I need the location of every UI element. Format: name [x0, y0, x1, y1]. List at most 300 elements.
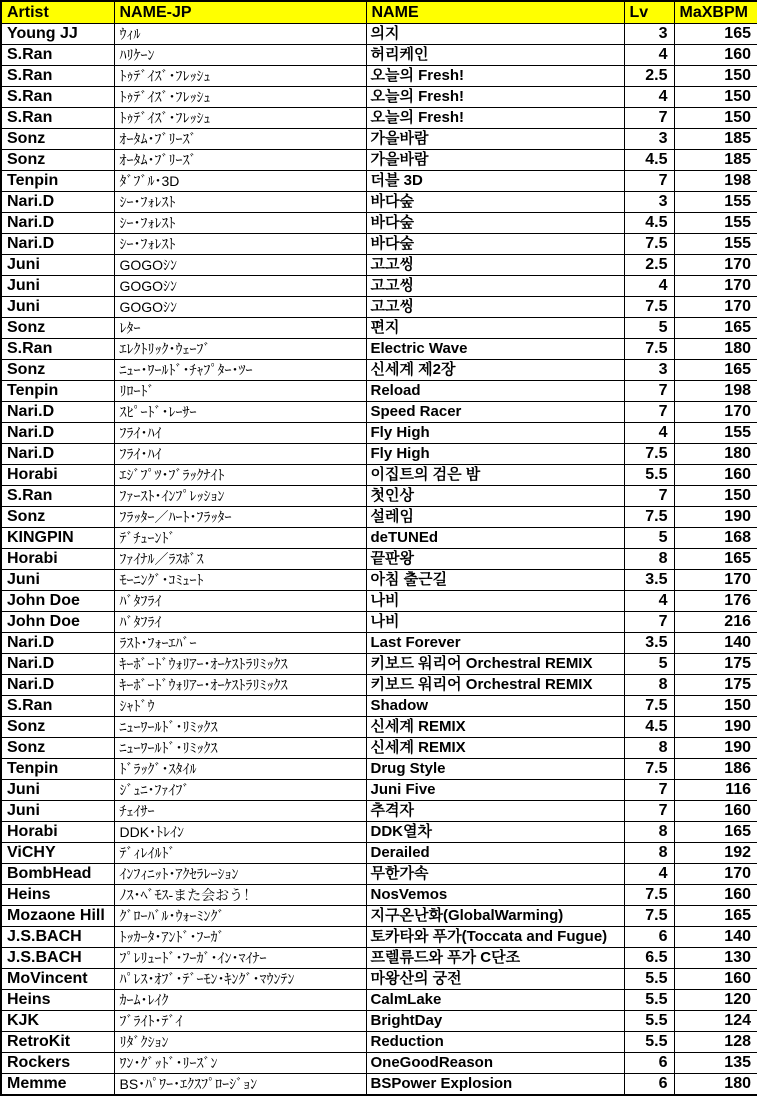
artist-cell: Heins [1, 885, 114, 906]
table-row [1, 1074, 757, 1096]
bpm-cell: 165 [674, 24, 757, 45]
bpm-cell: 216 [674, 612, 757, 633]
table-row [1, 423, 757, 444]
name-cell: Derailed [366, 843, 624, 864]
lv-cell: 4 [624, 423, 674, 444]
column-header-name: NAME [366, 1, 624, 24]
lv-cell: 5.5 [624, 990, 674, 1011]
name-cell: 나비 [366, 591, 624, 612]
artist-cell: Juni [1, 780, 114, 801]
name-cell: 바다숲 [366, 213, 624, 234]
bpm-cell: 140 [674, 633, 757, 654]
name-cell: 오늘의 Fresh! [366, 87, 624, 108]
bpm-cell: 150 [674, 66, 757, 87]
artist-cell: S.Ran [1, 108, 114, 129]
table-row [1, 465, 757, 486]
table-row [1, 66, 757, 87]
bpm-cell: 168 [674, 528, 757, 549]
table-row [1, 675, 757, 696]
bpm-cell: 180 [674, 339, 757, 360]
name-cell: Electric Wave [366, 339, 624, 360]
name-cell: Reload [366, 381, 624, 402]
name-cell: 키보드 워리어 Orchestral REMIX [366, 654, 624, 675]
name-cell: DDK열차 [366, 822, 624, 843]
name-jp-cell: ｼｰ･ﾌｫﾚｽﾄ [114, 234, 366, 255]
artist-cell: Nari.D [1, 675, 114, 696]
bpm-cell: 155 [674, 213, 757, 234]
name-cell: 고고씽 [366, 297, 624, 318]
name-jp-cell: ﾄｩﾃﾞｲｽﾞ･ﾌﾚｯｼｭ [114, 108, 366, 129]
artist-cell: Sonz [1, 318, 114, 339]
lv-cell: 2.5 [624, 66, 674, 87]
name-cell: Fly High [366, 444, 624, 465]
name-jp-cell: ﾆｭｰﾜｰﾙﾄﾞ･ﾘﾐｯｸｽ [114, 717, 366, 738]
name-cell: 가을바람 [366, 129, 624, 150]
lv-cell: 4 [624, 45, 674, 66]
artist-cell: KJK [1, 1011, 114, 1032]
name-jp-cell: ﾘﾛｰﾄﾞ [114, 381, 366, 402]
lv-cell: 3 [624, 360, 674, 381]
table-row [1, 633, 757, 654]
table-row [1, 234, 757, 255]
name-jp-cell: ﾊﾟﾚｽ･ｵﾌﾞ･ﾃﾞｰﾓﾝ･ｷﾝｸﾞ･ﾏｳﾝﾃﾝ [114, 969, 366, 990]
artist-cell: Sonz [1, 738, 114, 759]
name-jp-cell: ｶｰﾑ･ﾚｲｸ [114, 990, 366, 1011]
name-jp-cell: ﾊﾞﾀﾌﾗｲ [114, 591, 366, 612]
name-jp-cell: ﾌﾗｲ･ﾊｲ [114, 444, 366, 465]
lv-cell: 7.5 [624, 696, 674, 717]
table-row [1, 297, 757, 318]
table-row [1, 360, 757, 381]
lv-cell: 7 [624, 612, 674, 633]
artist-cell: Horabi [1, 549, 114, 570]
name-cell: 나비 [366, 612, 624, 633]
name-cell: 바다숲 [366, 234, 624, 255]
artist-cell: S.Ran [1, 339, 114, 360]
name-jp-cell: BS･ﾊﾟﾜｰ･ｴｸｽﾌﾟﾛｰｼﾞｮﾝ [114, 1074, 366, 1096]
name-jp-cell: ｷｰﾎﾞｰﾄﾞｳｫﾘｱｰ･ｵｰｹｽﾄﾗﾘﾐｯｸｽ [114, 654, 366, 675]
name-cell: 허리케인 [366, 45, 624, 66]
table-row [1, 1011, 757, 1032]
bpm-cell: 155 [674, 192, 757, 213]
name-cell: 오늘의 Fresh! [366, 108, 624, 129]
bpm-cell: 128 [674, 1032, 757, 1053]
artist-cell: S.Ran [1, 45, 114, 66]
lv-cell: 7.5 [624, 906, 674, 927]
name-cell: 오늘의 Fresh! [366, 66, 624, 87]
table-body [1, 24, 757, 1096]
lv-cell: 7.5 [624, 444, 674, 465]
bpm-cell: 124 [674, 1011, 757, 1032]
lv-cell: 6.5 [624, 948, 674, 969]
artist-cell: Heins [1, 990, 114, 1011]
table-row [1, 843, 757, 864]
name-jp-cell: ﾆｭｰ･ﾜｰﾙﾄﾞ･ﾁｬﾌﾟﾀｰ･ﾂｰ [114, 360, 366, 381]
table-row [1, 801, 757, 822]
name-cell: 더블 3D [366, 171, 624, 192]
name-jp-cell: ｴﾚｸﾄﾘｯｸ･ｳｪｰﾌﾞ [114, 339, 366, 360]
lv-cell: 6 [624, 1053, 674, 1074]
lv-cell: 6 [624, 1074, 674, 1096]
name-cell: OneGoodReason [366, 1053, 624, 1074]
bpm-cell: 170 [674, 402, 757, 423]
bpm-cell: 160 [674, 969, 757, 990]
lv-cell: 7.5 [624, 885, 674, 906]
name-jp-cell: ｼｰ･ﾌｫﾚｽﾄ [114, 213, 366, 234]
table-row [1, 276, 757, 297]
name-cell: 설레임 [366, 507, 624, 528]
header-row [1, 1, 757, 24]
lv-cell: 8 [624, 843, 674, 864]
table-row [1, 87, 757, 108]
name-cell: NosVemos [366, 885, 624, 906]
name-cell: Drug Style [366, 759, 624, 780]
table-row [1, 864, 757, 885]
bpm-cell: 150 [674, 87, 757, 108]
name-cell: 프렐류드와 푸가 C단조 [366, 948, 624, 969]
table-row [1, 927, 757, 948]
name-jp-cell: ﾌﾗｯﾀｰ／ﾊｰﾄ･ﾌﾗｯﾀｰ [114, 507, 366, 528]
lv-cell: 3.5 [624, 633, 674, 654]
bpm-cell: 160 [674, 885, 757, 906]
artist-cell: Nari.D [1, 423, 114, 444]
lv-cell: 8 [624, 822, 674, 843]
artist-cell: Sonz [1, 360, 114, 381]
table-row [1, 948, 757, 969]
lv-cell: 7 [624, 402, 674, 423]
name-cell: Juni Five [366, 780, 624, 801]
name-jp-cell: ﾄﾞﾗｯｸﾞ･ｽﾀｲﾙ [114, 759, 366, 780]
artist-cell: Nari.D [1, 402, 114, 423]
artist-cell: Tenpin [1, 381, 114, 402]
name-jp-cell: ﾌﾗｲ･ﾊｲ [114, 423, 366, 444]
bpm-cell: 165 [674, 360, 757, 381]
name-cell: 추격자 [366, 801, 624, 822]
table-row [1, 696, 757, 717]
name-cell: 신세계 REMIX [366, 738, 624, 759]
name-jp-cell: ﾌｧｰｽﾄ･ｲﾝﾌﾟﾚｯｼｮﾝ [114, 486, 366, 507]
table-row [1, 444, 757, 465]
table-row [1, 990, 757, 1011]
lv-cell: 8 [624, 675, 674, 696]
bpm-cell: 190 [674, 738, 757, 759]
name-cell: 첫인상 [366, 486, 624, 507]
table-row [1, 45, 757, 66]
name-jp-cell: ﾗｽﾄ･ﾌｫｰｴﾊﾞｰ [114, 633, 366, 654]
name-jp-cell: ｵｰﾀﾑ･ﾌﾞﾘｰｽﾞ [114, 129, 366, 150]
table-row [1, 255, 757, 276]
bpm-cell: 175 [674, 675, 757, 696]
lv-cell: 4.5 [624, 213, 674, 234]
lv-cell: 7 [624, 381, 674, 402]
bpm-cell: 160 [674, 465, 757, 486]
bpm-cell: 165 [674, 822, 757, 843]
table-row [1, 507, 757, 528]
table-row [1, 129, 757, 150]
name-jp-cell: ｼﾞｭﾆ･ﾌｧｲﾌﾞ [114, 780, 366, 801]
bpm-cell: 185 [674, 129, 757, 150]
name-jp-cell: ｷｰﾎﾞｰﾄﾞｳｫﾘｱｰ･ｵｰｹｽﾄﾗﾘﾐｯｸｽ [114, 675, 366, 696]
lv-cell: 3 [624, 24, 674, 45]
name-jp-cell: ｼｬﾄﾞｳ [114, 696, 366, 717]
lv-cell: 4 [624, 87, 674, 108]
bpm-cell: 180 [674, 1074, 757, 1096]
artist-cell: Juni [1, 276, 114, 297]
name-jp-cell: ﾆｭｰﾜｰﾙﾄﾞ･ﾘﾐｯｸｽ [114, 738, 366, 759]
name-jp-cell: ﾃﾞﾁｭｰﾝﾄﾞ [114, 528, 366, 549]
lv-cell: 7.5 [624, 234, 674, 255]
name-cell: 이집트의 검은 밤 [366, 465, 624, 486]
artist-cell: S.Ran [1, 696, 114, 717]
bpm-cell: 160 [674, 801, 757, 822]
bpm-cell: 198 [674, 381, 757, 402]
name-cell: BrightDay [366, 1011, 624, 1032]
column-header-lv: Lv [624, 1, 674, 24]
artist-cell: Horabi [1, 465, 114, 486]
name-jp-cell: ﾁｪｲｻｰ [114, 801, 366, 822]
table-row [1, 108, 757, 129]
lv-cell: 4 [624, 276, 674, 297]
artist-cell: Sonz [1, 717, 114, 738]
name-jp-cell: ｴｼﾞﾌﾟﾂ･ﾌﾞﾗｯｸﾅｲﾄ [114, 465, 366, 486]
bpm-cell: 175 [674, 654, 757, 675]
name-cell: 토카타와 푸가(Toccata and Fugue) [366, 927, 624, 948]
name-jp-cell: ｳｨﾙ [114, 24, 366, 45]
name-jp-cell: ﾊﾞﾀﾌﾗｲ [114, 612, 366, 633]
lv-cell: 4 [624, 591, 674, 612]
artist-cell: Nari.D [1, 192, 114, 213]
bpm-cell: 116 [674, 780, 757, 801]
artist-cell: S.Ran [1, 486, 114, 507]
name-cell: 고고씽 [366, 276, 624, 297]
table-row [1, 780, 757, 801]
artist-cell: Juni [1, 570, 114, 591]
name-cell: 편지 [366, 318, 624, 339]
artist-cell: BombHead [1, 864, 114, 885]
artist-cell: Sonz [1, 150, 114, 171]
bpm-cell: 170 [674, 570, 757, 591]
table-row [1, 969, 757, 990]
artist-cell: J.S.BACH [1, 927, 114, 948]
lv-cell: 6 [624, 927, 674, 948]
name-cell: Fly High [366, 423, 624, 444]
table-row [1, 885, 757, 906]
lv-cell: 7.5 [624, 507, 674, 528]
table-row [1, 717, 757, 738]
table-row [1, 591, 757, 612]
lv-cell: 7.5 [624, 759, 674, 780]
bpm-cell: 155 [674, 423, 757, 444]
bpm-cell: 135 [674, 1053, 757, 1074]
table-row [1, 759, 757, 780]
bpm-cell: 165 [674, 549, 757, 570]
lv-cell: 4.5 [624, 717, 674, 738]
name-jp-cell: ﾌﾞﾗｲﾄ･ﾃﾞｲ [114, 1011, 366, 1032]
name-jp-cell: ﾄｩﾃﾞｲｽﾞ･ﾌﾚｯｼｭ [114, 66, 366, 87]
table-row [1, 381, 757, 402]
bpm-cell: 155 [674, 234, 757, 255]
lv-cell: 5 [624, 528, 674, 549]
name-jp-cell: ｵｰﾀﾑ･ﾌﾞﾘｰｽﾞ [114, 150, 366, 171]
artist-cell: Sonz [1, 507, 114, 528]
name-cell: 지구온난화(GlobalWarming) [366, 906, 624, 927]
table-row [1, 1053, 757, 1074]
artist-cell: Juni [1, 297, 114, 318]
bpm-cell: 150 [674, 108, 757, 129]
name-jp-cell: GOGOｼﾝ [114, 297, 366, 318]
lv-cell: 5.5 [624, 1011, 674, 1032]
lv-cell: 5 [624, 654, 674, 675]
bpm-cell: 190 [674, 507, 757, 528]
artist-cell: Horabi [1, 822, 114, 843]
lv-cell: 3 [624, 192, 674, 213]
artist-cell: Juni [1, 801, 114, 822]
name-jp-cell: ｽﾋﾟｰﾄﾞ･ﾚｰｻｰ [114, 402, 366, 423]
name-cell: 의지 [366, 24, 624, 45]
artist-cell: Nari.D [1, 633, 114, 654]
table-row [1, 486, 757, 507]
name-cell: deTUNEd [366, 528, 624, 549]
table-row [1, 822, 757, 843]
name-jp-cell: ﾄｯｶｰﾀ･ｱﾝﾄﾞ･ﾌｰｶﾞ [114, 927, 366, 948]
bpm-cell: 130 [674, 948, 757, 969]
table-row [1, 906, 757, 927]
lv-cell: 7 [624, 801, 674, 822]
bpm-cell: 170 [674, 297, 757, 318]
table-row [1, 612, 757, 633]
artist-cell: Mozaone Hill [1, 906, 114, 927]
column-header-artist: Artist [1, 1, 114, 24]
lv-cell: 5 [624, 318, 674, 339]
artist-cell: Rockers [1, 1053, 114, 1074]
name-cell: 키보드 워리어 Orchestral REMIX [366, 675, 624, 696]
lv-cell: 2.5 [624, 255, 674, 276]
artist-cell: Nari.D [1, 654, 114, 675]
name-cell: 신세계 REMIX [366, 717, 624, 738]
artist-cell: Tenpin [1, 759, 114, 780]
name-jp-cell: ﾌｧｲﾅﾙ／ﾗｽﾎﾞｽ [114, 549, 366, 570]
bpm-cell: 160 [674, 45, 757, 66]
bpm-cell: 165 [674, 318, 757, 339]
bpm-cell: 190 [674, 717, 757, 738]
artist-cell: J.S.BACH [1, 948, 114, 969]
table-row [1, 150, 757, 171]
name-cell: 무한가속 [366, 864, 624, 885]
name-jp-cell: ﾀﾞﾌﾞﾙ･3D [114, 171, 366, 192]
artist-cell: KINGPIN [1, 528, 114, 549]
artist-cell: ViCHY [1, 843, 114, 864]
table-row [1, 1032, 757, 1053]
bpm-cell: 150 [674, 486, 757, 507]
bpm-cell: 180 [674, 444, 757, 465]
artist-cell: John Doe [1, 591, 114, 612]
bpm-cell: 170 [674, 255, 757, 276]
lv-cell: 7 [624, 171, 674, 192]
artist-cell: Sonz [1, 129, 114, 150]
lv-cell: 7 [624, 486, 674, 507]
lv-cell: 7 [624, 108, 674, 129]
bpm-cell: 186 [674, 759, 757, 780]
table-row [1, 171, 757, 192]
bpm-cell: 140 [674, 927, 757, 948]
name-cell: 아침 출근길 [366, 570, 624, 591]
bpm-cell: 198 [674, 171, 757, 192]
name-cell: 끝판왕 [366, 549, 624, 570]
lv-cell: 3.5 [624, 570, 674, 591]
table-row [1, 549, 757, 570]
name-jp-cell: GOGOｼﾝ [114, 255, 366, 276]
column-header-maxbpm: MaXBPM [674, 1, 757, 24]
name-jp-cell: ﾓｰﾆﾝｸﾞ･ｺﾐｭｰﾄ [114, 570, 366, 591]
name-cell: 신세계 제2장 [366, 360, 624, 381]
name-jp-cell: ﾚﾀｰ [114, 318, 366, 339]
table-row [1, 318, 757, 339]
lv-cell: 5.5 [624, 969, 674, 990]
bpm-cell: 170 [674, 276, 757, 297]
table-row [1, 213, 757, 234]
lv-cell: 5.5 [624, 465, 674, 486]
bpm-cell: 150 [674, 696, 757, 717]
name-jp-cell: ｸﾞﾛｰﾊﾞﾙ･ｳｫｰﾐﾝｸﾞ [114, 906, 366, 927]
name-jp-cell: DDK･ﾄﾚｲﾝ [114, 822, 366, 843]
table-row [1, 654, 757, 675]
name-cell: Speed Racer [366, 402, 624, 423]
bpm-cell: 176 [674, 591, 757, 612]
name-jp-cell: ﾊﾘｹｰﾝ [114, 45, 366, 66]
table-row [1, 339, 757, 360]
name-jp-cell: ﾜﾝ･ｸﾞｯﾄﾞ･ﾘｰｽﾞﾝ [114, 1053, 366, 1074]
bpm-cell: 170 [674, 864, 757, 885]
artist-cell: RetroKit [1, 1032, 114, 1053]
lv-cell: 7.5 [624, 297, 674, 318]
artist-cell: Tenpin [1, 171, 114, 192]
bpm-cell: 165 [674, 906, 757, 927]
name-cell: 마왕산의 궁전 [366, 969, 624, 990]
lv-cell: 8 [624, 549, 674, 570]
name-jp-cell: ﾃﾞｨﾚｲﾙﾄﾞ [114, 843, 366, 864]
artist-cell: S.Ran [1, 66, 114, 87]
column-header-name-jp: NAME-JP [114, 1, 366, 24]
name-jp-cell: ﾄｩﾃﾞｲｽﾞ･ﾌﾚｯｼｭ [114, 87, 366, 108]
lv-cell: 5.5 [624, 1032, 674, 1053]
artist-cell: Juni [1, 255, 114, 276]
lv-cell: 4.5 [624, 150, 674, 171]
name-cell: CalmLake [366, 990, 624, 1011]
bpm-cell: 120 [674, 990, 757, 1011]
lv-cell: 3 [624, 129, 674, 150]
table-row [1, 192, 757, 213]
table-row [1, 24, 757, 45]
lv-cell: 7.5 [624, 339, 674, 360]
name-jp-cell: ｲﾝﾌｨﾆｯﾄ･ｱｸｾﾗﾚｰｼｮﾝ [114, 864, 366, 885]
artist-cell: MoVincent [1, 969, 114, 990]
table-row [1, 738, 757, 759]
bpm-cell: 185 [674, 150, 757, 171]
table-header [1, 1, 757, 24]
artist-cell: Young JJ [1, 24, 114, 45]
artist-cell: S.Ran [1, 87, 114, 108]
artist-cell: Memme [1, 1074, 114, 1096]
name-cell: Last Forever [366, 633, 624, 654]
name-jp-cell: ﾉｽ･ﾍﾞﾓｽ-また会おう！ [114, 885, 366, 906]
name-cell: Reduction [366, 1032, 624, 1053]
lv-cell: 4 [624, 864, 674, 885]
artist-cell: John Doe [1, 612, 114, 633]
artist-cell: Nari.D [1, 234, 114, 255]
table-row [1, 570, 757, 591]
name-cell: 고고씽 [366, 255, 624, 276]
artist-cell: Nari.D [1, 444, 114, 465]
